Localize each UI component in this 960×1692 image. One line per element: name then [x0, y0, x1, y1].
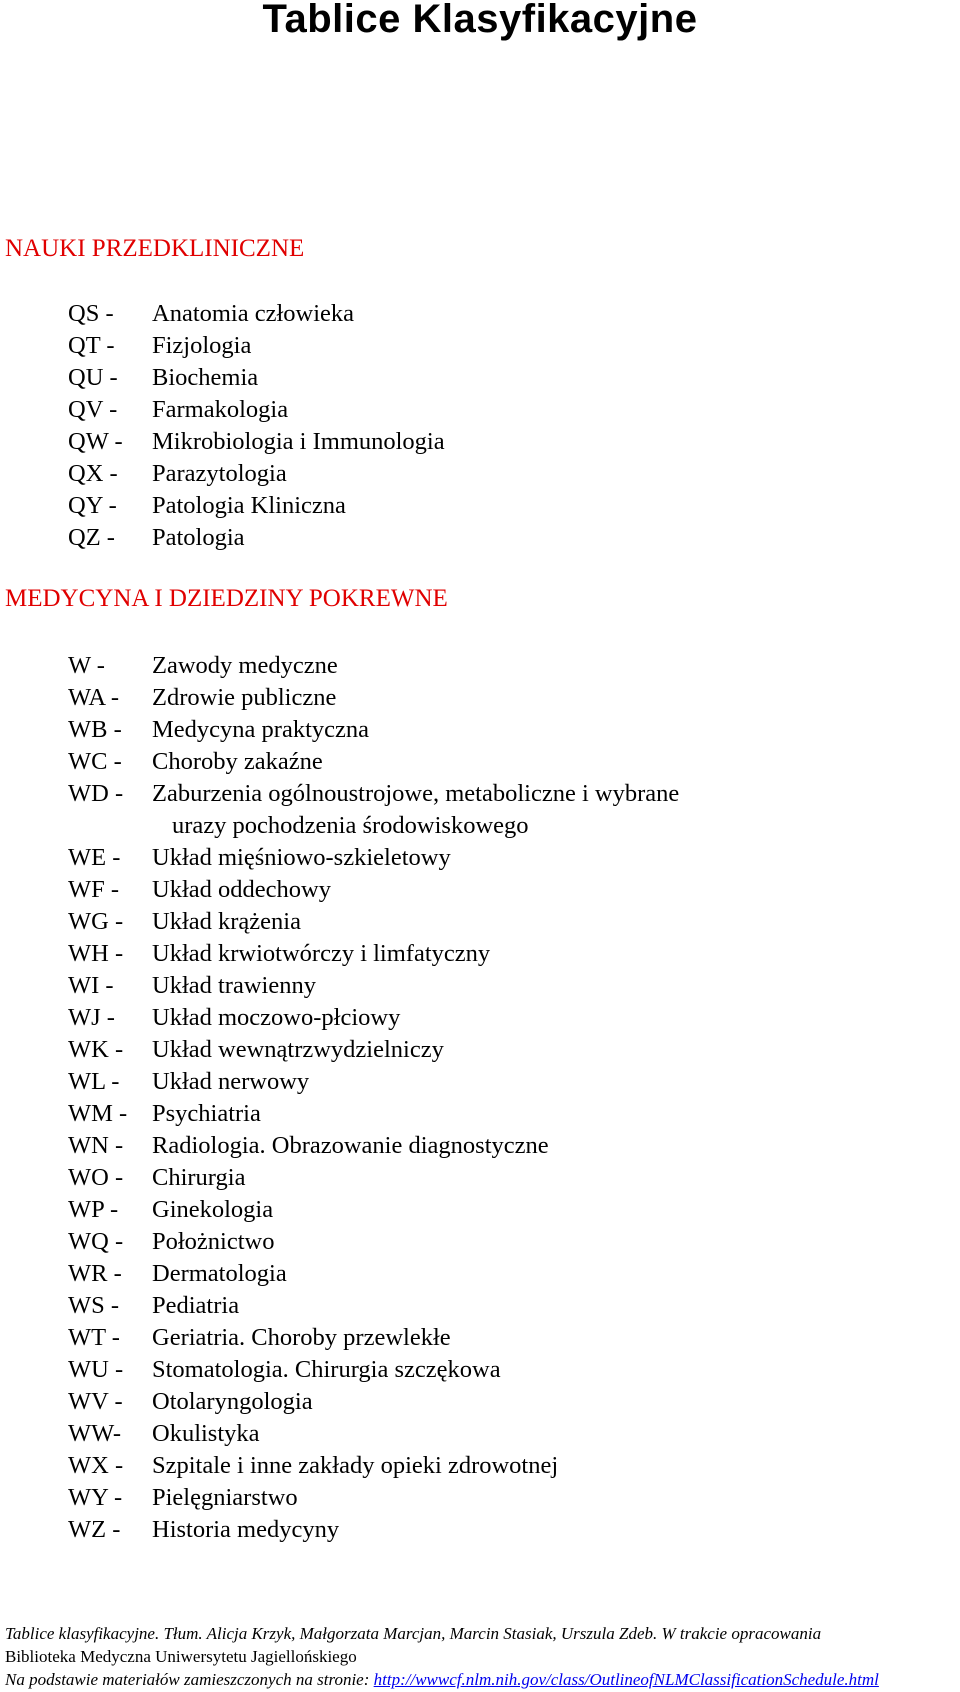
class-label-continuation: urazy pochodzenia środowiskowego: [172, 812, 529, 839]
class-code: QT -: [68, 332, 115, 359]
footer-credits: Tablice klasyfikacyjne. Tłum. Alicja Krzyk, Małgorzata Marcjan, Marcin Stasiak, Urszula Zdeb. W trakcie opracowania: [5, 1624, 822, 1643]
class-code: WQ -: [68, 1228, 124, 1255]
class-code: WR -: [68, 1260, 122, 1287]
class-code: WM -: [68, 1100, 128, 1127]
class-code: WF -: [68, 876, 120, 903]
class-code: QU -: [68, 364, 118, 391]
class-label: Szpitale i inne zakłady opieki zdrowotnej: [152, 1452, 559, 1479]
class-label: Psychiatria: [152, 1100, 261, 1127]
class-label: Biochemia: [152, 364, 259, 391]
class-code: WN -: [68, 1132, 124, 1159]
class-label: Pediatria: [152, 1292, 240, 1319]
class-label: Układ krążenia: [152, 908, 301, 935]
class-code: QX -: [68, 460, 118, 487]
class-label: Radiologia. Obrazowanie diagnostyczne: [152, 1132, 549, 1159]
class-label: Układ nerwowy: [152, 1068, 310, 1095]
class-label: Ginekologia: [152, 1196, 274, 1223]
class-label: Choroby zakaźne: [152, 748, 323, 775]
class-code: WX -: [68, 1452, 124, 1479]
class-code: WO -: [68, 1164, 124, 1191]
class-label: Geriatria. Choroby przewlekłe: [152, 1324, 451, 1351]
class-code: WI -: [68, 972, 114, 999]
class-code: QW -: [68, 428, 123, 455]
class-code: WJ -: [68, 1004, 115, 1031]
class-code: WS -: [68, 1292, 120, 1319]
class-label: Okulistyka: [152, 1420, 260, 1447]
section-heading-preclinical: NAUKI PRZEDKLINICZNE: [5, 235, 305, 262]
class-label: Farmakologia: [152, 396, 289, 423]
footer-source: [5, 1668, 879, 1691]
class-code: WU -: [68, 1356, 124, 1383]
class-code: WP -: [68, 1196, 119, 1223]
class-label: Medycyna praktyczna: [152, 716, 369, 743]
class-code: WC -: [68, 748, 122, 775]
class-code: WA -: [68, 684, 120, 711]
class-code: QS -: [68, 300, 114, 327]
class-code: WV -: [68, 1388, 123, 1415]
class-label: Pielęgniarstwo: [152, 1484, 298, 1511]
section-heading-medicine: MEDYCYNA I DZIEDZINY POKREWNE: [5, 585, 448, 612]
class-code: WW-: [68, 1420, 122, 1447]
class-label: Położnictwo: [152, 1228, 275, 1255]
page-title: Tablice Klasyfikacyjne: [262, 0, 698, 41]
class-label: Historia medycyny: [152, 1516, 340, 1543]
class-code: QZ -: [68, 524, 115, 551]
class-label: Układ wewnątrzwydzielniczy: [152, 1036, 444, 1063]
class-code: WL -: [68, 1068, 120, 1095]
class-label: Dermatologia: [152, 1260, 287, 1287]
class-label: Patologia: [152, 524, 245, 551]
class-label: Stomatologia. Chirurgia szczękowa: [152, 1356, 501, 1383]
class-code: QV -: [68, 396, 118, 423]
class-code: WD -: [68, 780, 124, 807]
class-label: Zdrowie publiczne: [152, 684, 337, 711]
class-label: Chirurgia: [152, 1164, 246, 1191]
class-code: WB -: [68, 716, 122, 743]
class-label: Układ oddechowy: [152, 876, 331, 903]
class-label: Zaburzenia ogólnoustrojowe, metaboliczne i wybrane: [152, 780, 680, 807]
class-code: WT -: [68, 1324, 120, 1351]
class-code: W -: [68, 652, 105, 679]
class-code: WG -: [68, 908, 124, 935]
class-label: Układ trawienny: [152, 972, 316, 999]
class-label: Zawody medyczne: [152, 652, 338, 679]
class-code: WH -: [68, 940, 124, 967]
class-label: Patologia Kliniczna: [152, 492, 346, 519]
class-code: WE -: [68, 844, 121, 871]
class-code: QY -: [68, 492, 117, 519]
class-label: Układ moczowo-płciowy: [152, 1004, 401, 1031]
footer: [5, 1622, 879, 1691]
class-label: Układ mięśniowo-szkieletowy: [152, 844, 451, 871]
class-code: WY -: [68, 1484, 123, 1511]
footer-source-prefix: Na podstawie materiałów zamieszczonych na stronie:: [5, 1670, 374, 1689]
class-label: Fizjologia: [152, 332, 252, 359]
class-code: WK -: [68, 1036, 124, 1063]
class-code: WZ -: [68, 1516, 121, 1543]
class-label: Układ krwiotwórczy i limfatyczny: [152, 940, 491, 967]
footer-library: Biblioteka Medyczna Uniwersytetu Jagiellońskiego: [5, 1647, 357, 1666]
class-label: Anatomia człowieka: [152, 300, 355, 327]
source-link[interactable]: http://wwwcf.nlm.nih.gov/class/OutlineofNLMClassificationSchedule.html: [373, 1670, 879, 1689]
class-label: Mikrobiologia i Immunologia: [152, 428, 445, 455]
class-label: Parazytologia: [152, 460, 287, 487]
class-label: Otolaryngologia: [152, 1388, 313, 1415]
